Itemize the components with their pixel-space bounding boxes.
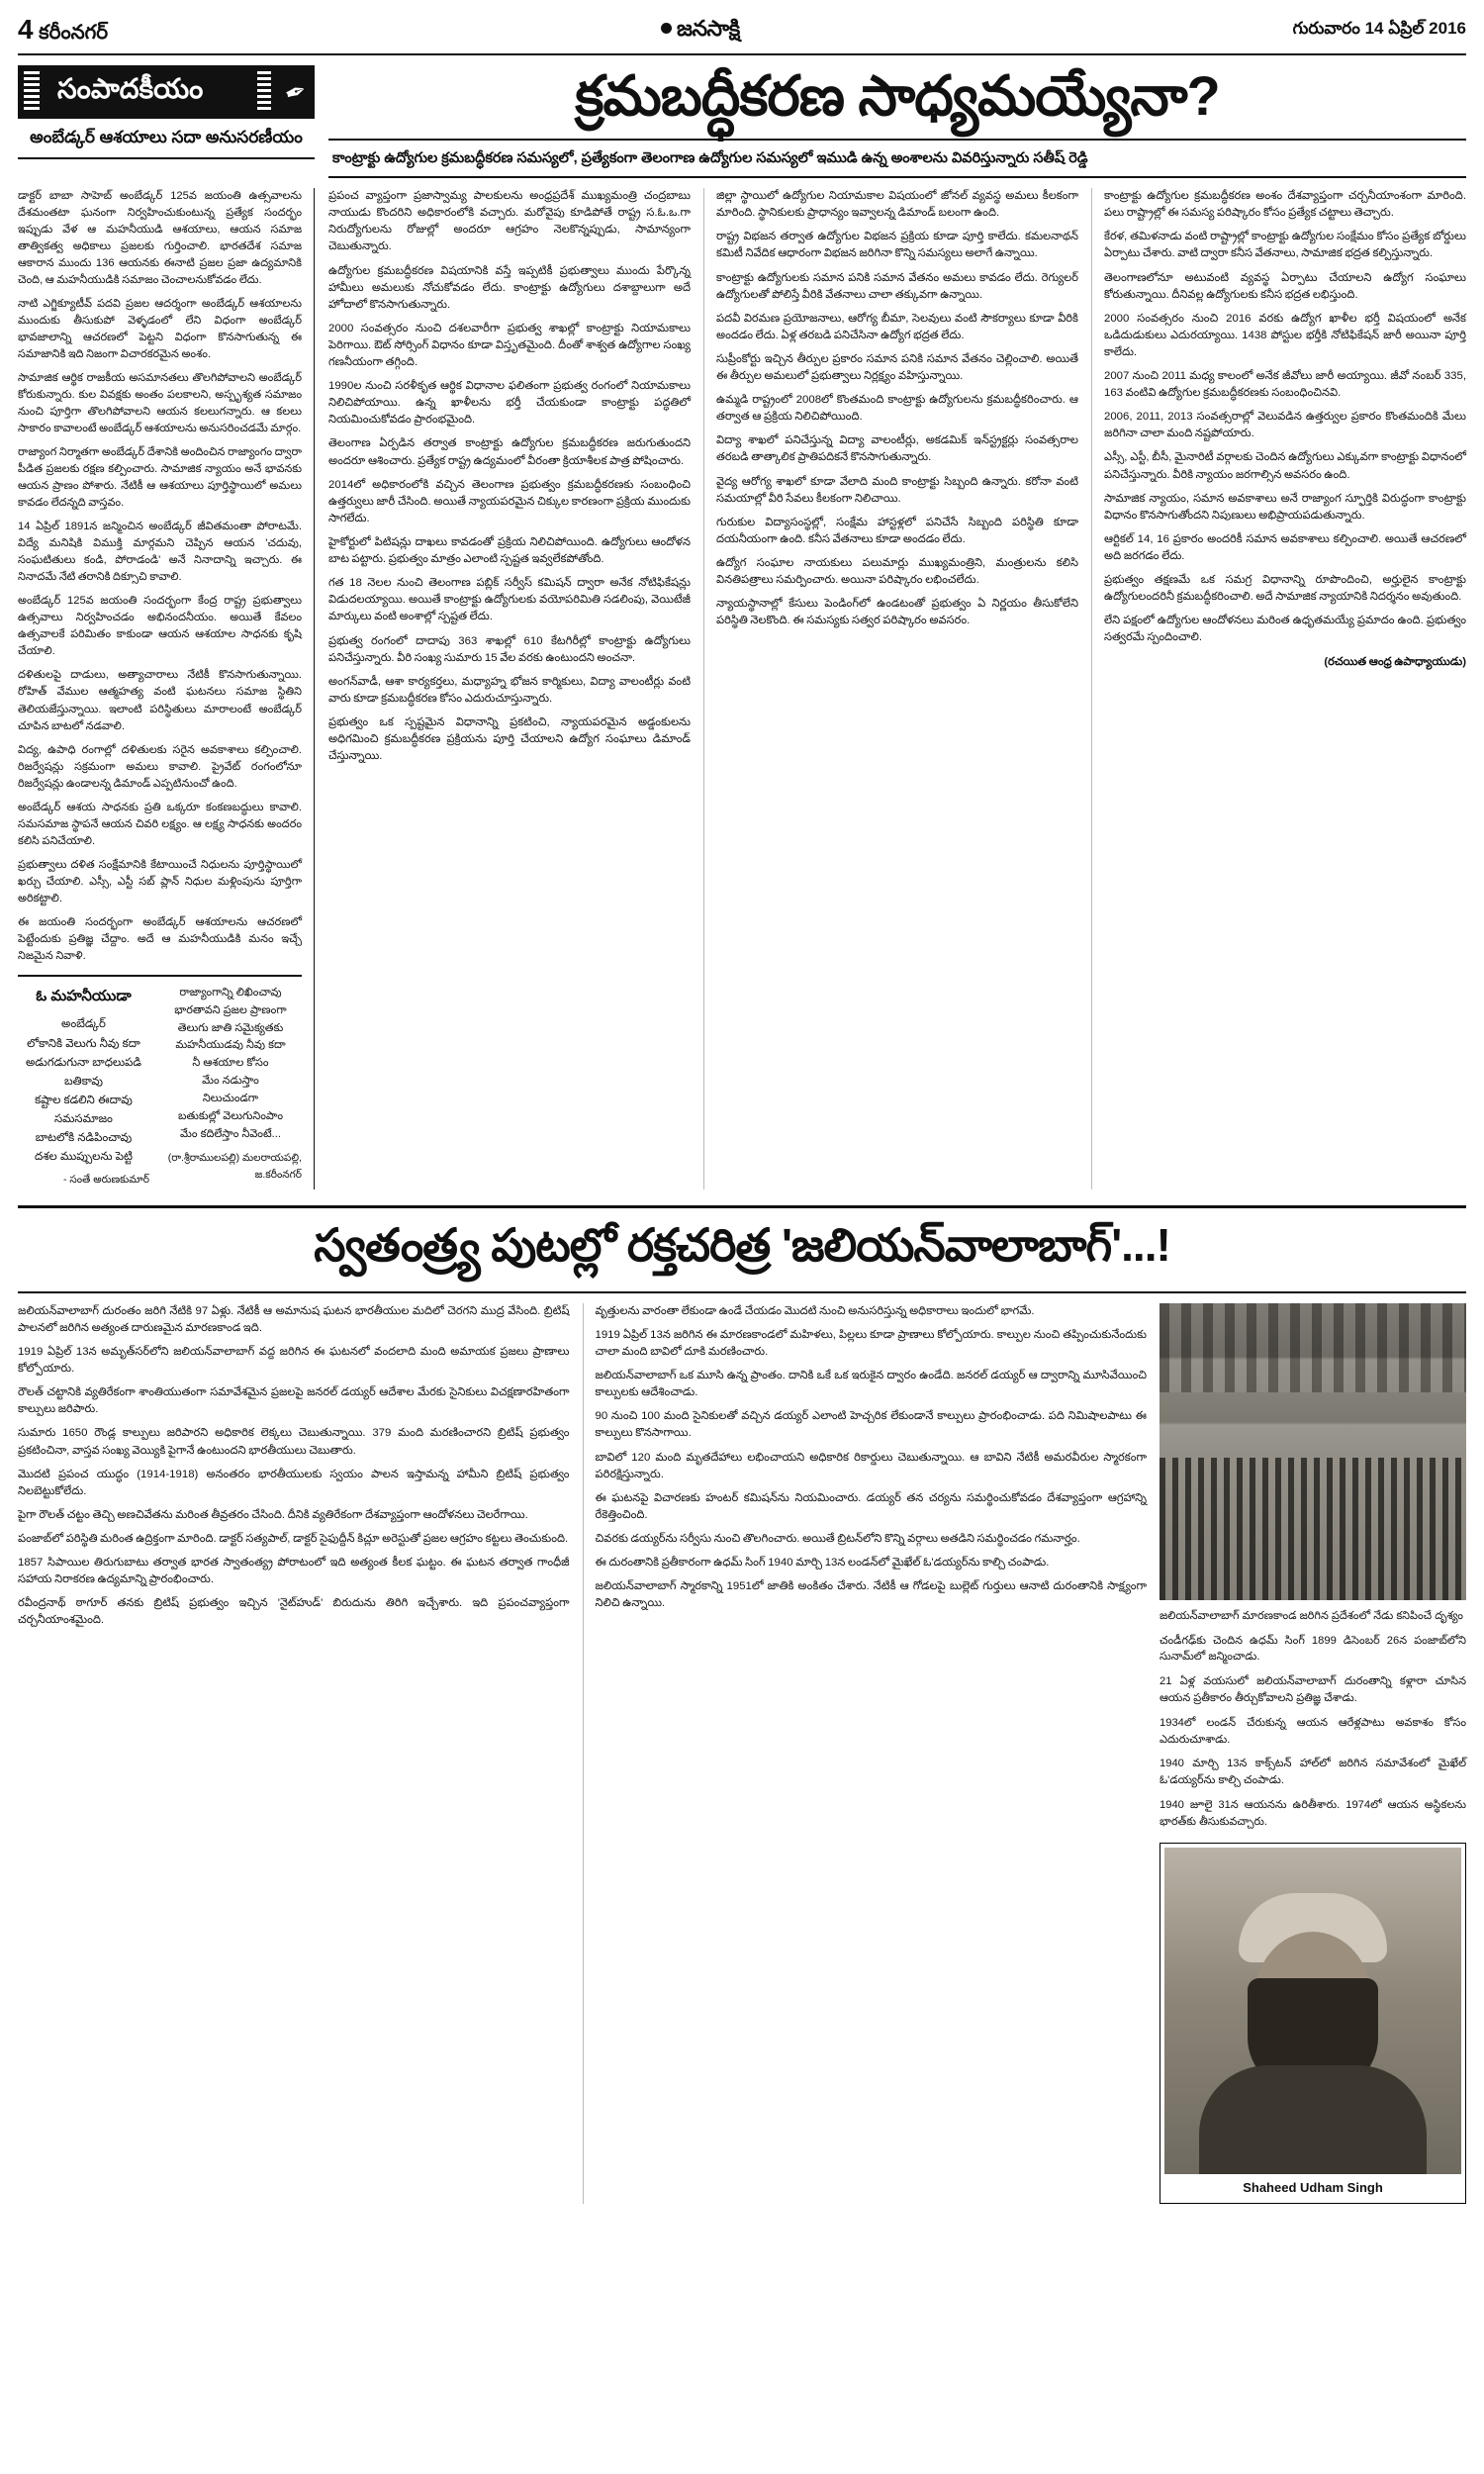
article-column-2 <box>703 188 1078 1189</box>
udham-singh-portrait-frame <box>1159 1843 1466 2204</box>
article-paragraph: ఉద్యోగ సంఘాల నాయకులు పలుమార్లు ముఖ్యమంత్రిని, మంత్రులను కలిసి వినతిపత్రాలు సమర్పించారు. అయినా పరిష్కారం లభించలేదు. <box>716 557 1078 587</box>
article-paragraph: ఎస్సీ, ఎస్టీ, బీసీ, మైనారిటీ వర్గాలకు చెందిన ఉద్యోగులు ఎక్కువగా కాంట్రాక్టు విధానంలో పనిచేస్తున్నారు. వీరికి న్యాయం జరగాల్సిన అవసరం ఉంది. <box>1104 451 1466 481</box>
feature-paragraph: రౌలత్ చట్టానికి వ్యతిరేకంగా శాంతియుతంగా సమావేశమైన ప్రజలపై జనరల్ డయ్యర్ ఆదేశాల మేరకు సైనికులు విచక్షణారహితంగా కాల్పులు జరిపారు. <box>18 1386 570 1416</box>
article-paragraph: పదవీ విరమణ ప్రయోజనాలు, ఆరోగ్య బీమా, సెలవులు వంటి సౌకర్యాలు కూడా వీరికి అందడం లేదు. ఏళ్ల తరబడి పనిచేసినా ఉద్యోగ భద్రత లేదు. <box>716 312 1078 341</box>
article-paragraph: 2000 సంవత్సరం నుంచి దశలవారీగా ప్రభుత్వ శాఖల్లో కాంట్రాక్టు నియామకాలు పెరిగాయి. ఔట్ సోర్సింగ్ విధానం కూడా విస్తృతమైంది. దీంతో శాశ్వత ఉద్యోగాల సంఖ్య గణనీయంగా తగ్గింది. <box>328 322 691 369</box>
article-paragraph: ప్రపంచ వ్యాప్తంగా ప్రజాస్వామ్య పాలకులను అంధ్రప్రదేశ్ ముఖ్యమంత్రి చంద్రబాబు నాయుడు కొందరిని అధికారంలోకి వచ్చారు. మరోవైపు కూడిపోతే రాష్ట్ర స.ఓ.ఒ.గా నిరుద్యోగులను రోజుల్లో అందరూ ఆగ్రహం నెలకొన్నప్పుడు, సామాన్యంగా చెబుతున్నారు. <box>328 190 691 253</box>
feature-paragraph: సుమారు 1650 రౌండ్ల కాల్పులు జరిపారని అధికారిక లెక్కలు చెబుతున్నాయి. 379 మంది మరణించారని బ్రిటిష్ ప్రభుత్వం ప్రకటించినా, వాస్తవ సంఖ్య వెయ్యికి పైగానే ఉంటుందని భారతీయులు చెబుతారు. <box>18 1427 570 1457</box>
logo-dot-icon <box>661 23 672 34</box>
stripe-right-icon <box>257 71 271 113</box>
article-byline: (రచయిత ఆంధ్ర ఉపాధ్యాయుడు) <box>1324 655 1466 668</box>
feature-paragraph: పైగా రౌలత్ చట్టం తెచ్చి అణచివేతను మరింత తీవ్రతరం చేసింది. దీనికి వ్యతిరేకంగా దేశవ్యాప్తంగా ఆందోళనలు చెలరేగాయి. <box>18 1508 528 1521</box>
feature-paragraph: ఈ దురంతానికి ప్రతీకారంగా ఉధమ్ సింగ్ 1940 మార్చి 13న లండన్‌లో మైఖేల్ ఓ'డయ్యర్‌ను కాల్చి చంపాడు. <box>595 1557 1050 1570</box>
editorial-paragraph: డాక్టర్ బాబా సాహెబ్ అంబేడ్కర్ 125వ జయంతి ఉత్సవాలను దేశమంతటా ఘనంగా నిర్వహించుకుంటున్న ప్రత్యేక సందర్భం ఇప్పుడు వేళ ఆ మహనీయుడి ఆశయాలు, ఆయన సమాజ తాత్వికత్వ అధికాలు ప్రజలకు గుర్తించాలి. భారతదేశ సమాజ ఆకారాన ముందు 136 ఆయనకు ఈనాటి ప్రజల ప్రజా ఉద్యమానికి చెంది, ఆ మహనీయుడికి సమాజం చెంచాలనుకోవడం లేదు. <box>18 190 302 287</box>
poem-line: నీ ఆశయాల కోసం <box>192 1057 269 1070</box>
headline-band <box>18 65 1466 178</box>
article-paragraph: 2000 సంవత్సరం నుంచి 2016 వరకు ఉద్యోగ ఖాళీల భర్తీ విషయంలో అనేక ఒడిదుడుకులు ఎదురయ్యాయి. 1438 పోస్టుల భర్తీకి నోటిఫికేషన్ జారీ అయినా పూర్తి కాలేదు. <box>1104 312 1466 358</box>
pen-nib-icon: ✒ <box>280 74 312 110</box>
feature-paragraph: 1857 సిపాయిల తిరుగుబాటు తర్వాత భారత స్వాతంత్య్ర పోరాటంలో ఇది అత్యంత కీలక ఘట్టం. ఈ ఘటన తర్వాత గాంధీజీ సహాయ నిరాకరణ ఉద్యమాన్ని ప్రారంభించారు. <box>18 1557 570 1586</box>
photo-column-paragraph: 21 ఏళ్ల వయసులో జలియన్‌వాలాబాగ్ దురంతాన్ని కళ్లారా చూసిన ఆయన ప్రతీకారం తీర్చుకోవాలని ప్రతిజ్ఞ చేశాడు. <box>1159 1675 1466 1704</box>
article-paragraph: కేరళ, తమిళనాడు వంటి రాష్ట్రాల్లో కాంట్రాక్టు ఉద్యోగుల సంక్షేమం కోసం ప్రత్యేక బోర్డులు ఏర్పాటు చేశారు. వాటి ద్వారా కనీస వేతనాలు, సామాజిక భద్రత కల్పిస్తున్నారు. <box>1104 231 1466 260</box>
editorial-paragraph: విద్య, ఉపాధి రంగాల్లో దళితులకు సరైన అవకాశాలు కల్పించాలి. రిజర్వేషన్లు సక్రమంగా అమలు కావాలి. ప్రైవేట్ రంగంలోనూ రిజర్వేషన్లు ఉండాలన్న డిమాండ్ ఎప్పటినుంచో ఉంది. <box>18 743 302 790</box>
editorial-badge <box>18 65 315 178</box>
poem-title: ఓ మహనీయుడా <box>36 987 132 1004</box>
article-paragraph: కాంట్రాక్టు ఉద్యోగుల క్రమబద్ధీకరణ అంశం దేశవ్యాప్తంగా చర్చనీయాంశంగా మారింది. పలు రాష్ట్రాల్లో ఈ సమస్య పరిష్కారం కోసం ప్రత్యేక చట్టాలు తెచ్చారు. <box>1104 190 1466 220</box>
article-paragraph: ప్రభుత్వ రంగంలో దాదాపు 363 శాఖల్లో 610 కేటగిరీల్లో కాంట్రాక్టు ఉద్యోగులు పనిచేస్తున్నారు. వీరి సంఖ్య సుమారు 15 వేల వరకు ఉంటుందని అంచనా. <box>328 634 691 664</box>
poem-line: కష్టాల కడలిని ఈదావు <box>35 1093 133 1106</box>
lead-headline: క్రమబద్ధీకరణ సాధ్యమయ్యేనా? <box>575 64 1220 127</box>
editorial-paragraph: అంబేడ్కర్ 125వ జయంతి సందర్భంగా కేంద్ర రాష్ట్ర ప్రభుత్వాలు ఉత్సవాలు నిర్వహించడం అభినందనీయం. అయితే కేవలం ఉత్సవాలకే పరిమితం కాకుండా ఆయన ఆశయాల సాధనకు కృషి చేయాలి. <box>18 595 302 658</box>
feature-paragraph: బావిలో 120 మంది మృతదేహాలు లభించాయని అధికారిక రికార్డులు చెబుతున్నాయి. ఆ బావిని నేటికీ అమరవీరుల స్మారకంగా పరిరక్షిస్తున్నారు. <box>595 1451 1147 1480</box>
poem-line: నిలుచుండగా <box>202 1093 259 1105</box>
feature-paragraph: రవీంద్రనాథ్ ఠాగూర్ తనకు బ్రిటిష్ ప్రభుత్వం ఇచ్చిన 'నైట్‌హుడ్' బిరుదును తిరిగి ఇచ్చేశారు. ఇది ప్రపంచవ్యాప్తంగా చర్చనీయాంశమైంది. <box>18 1597 570 1627</box>
article-paragraph: విద్యా శాఖలో పనిచేస్తున్న విద్యా వాలంటీర్లు, అకడమిక్ ఇన్‌స్ట్రక్టర్లు సంవత్సరాల తరబడి తాత్కాలిక ప్రాతిపదికనే కొనసాగుతున్నారు. <box>716 434 1078 464</box>
lead-kicker: కాంట్రాక్టు ఉద్యోగుల క్రమబద్ధీకరణ సమస్యలో, ప్రత్యేకంగా తెలంగాణ ఉద్యోగుల సమస్యలో ఇముడి ఉన్న అంశాలను వివరిస్తున్నారు సతీష్ రెడ్డి <box>328 139 1466 178</box>
lead-headline-block <box>328 65 1466 178</box>
article-paragraph: 2006, 2011, 2013 సంవత్సరాల్లో వెలువడిన ఉత్తర్వుల ప్రకారం కొంతమందికి మేలు జరిగినా చాలా మంది నష్టపోయారు. <box>1104 411 1466 440</box>
feature-headline: స్వతంత్ర్య పుటల్లో రక్తచరిత్ర 'జలియన్‌వాలాబాగ్'...! <box>314 1218 1170 1271</box>
masthead <box>18 14 1466 48</box>
article-paragraph: 1990ల నుంచి సరళీకృత ఆర్థిక విధానాల ఫలితంగా ప్రభుత్వ రంగంలో నియామకాలు నిలిచిపోయాయి. ఉన్న ఖాళీలను భర్తీ చేయకుండా కాంట్రాక్టు పద్ధతిలో నియమించుకోవడం ప్రారంభమైంది. <box>328 380 691 427</box>
editorial-badge-bar <box>18 65 315 119</box>
article-paragraph: ఉమ్మడి రాష్ట్రంలో 2008లో కొంతమంది కాంట్రాక్టు ఉద్యోగులను క్రమబద్ధీకరించారు. ఆ తర్వాత ఆ ప్రక్రియ నిలిచిపోయింది. <box>716 394 1078 424</box>
poem-line: రాజ్యాంగాన్ని లిఖించావు <box>179 986 282 999</box>
poem-left <box>18 985 149 1189</box>
article-paragraph: సామాజిక న్యాయం, సమాన అవకాశాలు అనే రాజ్యాంగ స్ఫూర్తికి విరుద్ధంగా కాంట్రాక్టు విధానం కొనసాగుతోందని నిపుణులు అభిప్రాయపడుతున్నారు. <box>1104 492 1466 522</box>
editorial-subtitle: అంబేడ్కర్ ఆశయాలు సదా అనుసరణీయం <box>30 128 303 146</box>
photo-column-paragraph: 1934లో లండన్ చేరుకున్న ఆయన ఆరేళ్లపాటు అవకాశం కోసం ఎదురుచూశాడు. <box>1159 1716 1466 1746</box>
article-paragraph: ప్రభుత్వం ఒక స్పష్టమైన విధానాన్ని ప్రకటించి, న్యాయపరమైన అడ్డంకులను అధిగమించి క్రమబద్ధీకరణ ప్రక్రియను పూర్తి చేయాలని ఉద్యోగ సంఘాలు డిమాండ్ చేస్తున్నాయి. <box>328 716 691 763</box>
article-columns <box>328 188 1466 1189</box>
feature-paragraph: 1919 ఏప్రిల్ 13న అమృత్‌సర్‌లోని జలియన్‌వాలాబాగ్ వద్ద జరిగిన ఈ ఘటనలో వందలాది మంది అమాయక ప్రజలు ప్రాణాలు కోల్పోయారు. <box>18 1346 570 1376</box>
article-paragraph: ఉద్యోగుల క్రమబద్ధీకరణ విషయానికి వస్తే ఇప్పటికీ ప్రభుత్వాలు ముందు పేర్కొన్న హామీలు అమలుకు నోచుకోవడం లేదు. కాంట్రాక్టు ఉద్యోగులు దశాబ్దాలుగా అదే హోదాలో కొనసాగుతున్నారు. <box>328 264 691 311</box>
feature-divider <box>18 1291 1466 1293</box>
article-paragraph: గురుకుల విద్యాసంస్థల్లో, సంక్షేమ హాస్టళ్లలో పనిచేసే సిబ్బంది పరిస్థితి కూడా దయనీయంగా ఉంది. కనీస వేతనాలు కూడా అందడం లేదు. <box>716 516 1078 545</box>
article-paragraph: తెలంగాణలోనూ అటువంటి వ్యవస్థ ఏర్పాటు చేయాలని ఉద్యోగ సంఘాలు కోరుతున్నాయి. దీనివల్ల ఉద్యోగులకు కనీస భద్రత లభిస్తుంది. <box>1104 271 1466 301</box>
poem-attribution-right: (రా.శ్రీరాములపల్లి) మలరాయపల్లి, జ.కరీంనగర్ <box>167 1152 302 1181</box>
photo-column-paragraph: 1940 మార్చి 13న కాక్స్‌టన్ హాల్‌లో జరిగిన సమావేశంలో మైఖేల్ ఓ'డయ్యర్‌ను కాల్చి చంపాడు. <box>1159 1758 1466 1787</box>
body-shape <box>1199 2065 1427 2174</box>
article-column-1 <box>328 188 691 1189</box>
poem-line: బతికావు <box>63 1074 103 1088</box>
editorial-paragraph: నాటి ఎగ్జిక్యూటీవ్ పదవి ప్రజల ఆదర్శంగా అంబేడ్కర్ ఆశయాలను ముందుకు తీసుకుపో వెళ్ళడంలో లేని విధంగా అంబేడ్కర్ భావజాలాన్ని ఆచరణలో పెట్టని విధంగా కొనసాగుతున్న ఈ సమాజానికి ఇది నిజంగా విచారకరమైన అంశం. <box>18 298 302 361</box>
poem-line: తెలుగు జాతి సమైక్యతకు <box>177 1021 284 1034</box>
page-edition-label: కరీంనగర్ <box>39 21 109 44</box>
article-paragraph: వైద్య ఆరోగ్య శాఖలో కూడా వేలాది మంది కాంట్రాక్టు సిబ్బంది ఉన్నారు. కరోనా వంటి సమయాల్లో వీరి సేవలు కీలకంగా నిలిచాయి. <box>716 475 1078 505</box>
stripe-left-icon <box>24 71 40 113</box>
poem-attribution-left: - సంతే అరుణకుమార్ <box>63 1174 149 1187</box>
article-column-3 <box>1091 188 1466 1189</box>
paper-logo <box>661 16 740 47</box>
poem-line: అంబేడ్కర్ <box>61 1017 106 1031</box>
poem-line: భారతావని ప్రజల ప్రాణంగా <box>174 1003 287 1016</box>
feature-paragraph: జలియన్‌వాలాబాగ్ దురంతం జరిగి నేటికి 97 ఏళ్లు. నేటికీ ఆ అమానుష ఘటన భారతీయుల మదిలో చెరగని ముద్ర వేసింది. బ్రిటిష్ పాలనలో జరిగిన అత్యంత దారుణమైన మారణకాండ ఇది. <box>18 1304 570 1334</box>
poem-box <box>18 975 302 1189</box>
poem-line: అడుగడుగునా బాధలుపడి <box>26 1055 141 1069</box>
poem-line: బతుకుల్లో వెలుగునింపాం <box>177 1110 283 1123</box>
publication-date: గురువారం 14 ఏప్రిల్ 2016 <box>1292 19 1466 38</box>
poem-line: మేం కదిలేస్తాం నీవెంటే... <box>180 1128 281 1141</box>
feature-photo-column <box>1159 1303 1466 2204</box>
jallianwala-bagh-photo <box>1159 1303 1466 1600</box>
editorial-paragraph: రాజ్యాంగ నిర్మాతగా అంబేడ్కర్ దేశానికి అందించిన రాజ్యాంగం ద్వారా పీడిత ప్రజలకు రక్షణ కల్పించారు. సామాజిక న్యాయం అనే భావనకు ఆయన ప్రాణం పోశారు. నేటికీ ఆ ఆశయాలు పూర్తిస్థాయిలో అమలు కావడం లేదన్నది వాస్తవం. <box>18 446 302 510</box>
poem-line: బాటలోకి నడిపించావు <box>35 1131 133 1145</box>
feature-column-2 <box>583 1303 1148 2204</box>
editorial-paragraph: సామాజిక ఆర్థిక రాజకీయ అసమానతలు తొలగిపోవాలని అంబేడ్కర్ కోరుకున్నారు. కుల వివక్షకు అంతం పలకాలని, అస్పృశ్యత సమాజం నుంచి పూర్తిగా తొలగిపోవాలని ఆయన కలలుగన్నారు. ఆ కలలు సాకారం కావాలంటే అంబేడ్కర్ ఆశయాలను అనుసరించడమే మార్గం. <box>18 372 302 435</box>
page-number: 4 <box>18 13 34 45</box>
article-paragraph: 2014లో అధికారంలోకి వచ్చిన తెలంగాణ ప్రభుత్వం క్రమబద్ధీకరణకు సంబంధించి ఉత్తర్వులు జారీ చేసింది. అయితే న్యాయపరమైన చిక్కుల కారణంగా ప్రక్రియ ముందుకు సాగలేదు. <box>328 478 691 524</box>
feature-paragraph: చివరకు డయ్యర్‌ను సర్వీసు నుంచి తొలగించారు. అయితే బ్రిటన్‌లోని కొన్ని వర్గాలు అతడిని సమర్థించడం గమనార్హం. <box>595 1532 1080 1545</box>
feature-paragraph: ఈ ఘటనపై విచారణకు హంటర్ కమిషన్‌ను నియమించారు. డయ్యర్ తన చర్యను సమర్థించుకోవడం దేశవ్యాప్తంగా ఆగ్రహాన్ని రేకెత్తించింది. <box>595 1491 1147 1521</box>
feature-paragraph: పంజాబ్‌లో పరిస్థితి మరింత ఉద్రిక్తంగా మారింది. డాక్టర్ సత్యపాల్, డాక్టర్ సైఫుద్దీన్ కిచ్లూ అరెస్టుతో ప్రజల ఆగ్రహం కట్టలు తెంచుకుంది. <box>18 1532 569 1545</box>
poem-line: దశల ముప్పులను పెట్టి <box>35 1150 133 1164</box>
article-paragraph: లేని పక్షంలో ఉద్యోగుల ఆందోళనలు మరింత ఉధృతమయ్యే ప్రమాదం ఉంది. ప్రభుత్వం సత్వరమే స్పందించాలి. <box>1104 615 1466 644</box>
editorial-paragraph: 14 ఏప్రిల్ 1891న జన్మించిన అంబేడ్కర్ జీవితమంతా పోరాటమే. విద్యే మనిషికి విముక్తి మార్గమని చెప్పిన ఆయన 'చదువు, సంఘటితులు కండి, పోరాడండి' అనే నినాదాన్ని ఇచ్చారు. ఈ నినాదమే నేటి తరానికి దిక్సూచి కావాలి. <box>18 521 302 584</box>
feature-section <box>18 1205 1466 2204</box>
editorial-paragraph: ఈ జయంతి సందర్భంగా అంబేడ్కర్ ఆశయాలను ఆచరణలో పెట్టేందుకు ప్రతిజ్ఞ చేద్దాం. అదే ఆ మహనీయుడికి మనం ఇచ్చే నిజమైన నివాళి. <box>18 915 302 962</box>
editorial-paragraph: అంబేడ్కర్ ఆశయ సాధనకు ప్రతి ఒక్కరూ కంకణబద్ధులు కావాలి. సమసమాజ స్థాపనే ఆయన చివరి లక్ష్యం. ఆ లక్ష్య సాధనకు అందరం కలిసి పనిచేయాలి. <box>18 801 302 847</box>
photo-column-paragraph: 1940 జూలై 31న ఆయనను ఉరితీశారు. 1974లో ఆయన అస్థికలను భారత్‌కు తీసుకువచ్చారు. <box>1159 1798 1466 1828</box>
article-paragraph: ఆర్టికల్ 14, 16 ప్రకారం అందరికీ సమాన అవకాశాలు కల్పించాలి. అయితే ఆచరణలో అది జరగడం లేదు. <box>1104 532 1466 563</box>
poem-line: లోకానికి వెలుగు నీవు కదా <box>27 1036 140 1050</box>
article-paragraph: హైకోర్టులో పిటిషన్లు దాఖలు కావడంతో ప్రక్రియ నిలిచిపోయింది. ఉద్యోగులు ఆందోళన బాట పట్టారు. ప్రభుత్వం మాత్రం ఎలాంటి స్పష్టత ఇవ్వలేకపోతోంది. <box>328 536 691 566</box>
photo-caption: జలియన్‌వాలాబాగ్ మారణకాండ జరిగిన ప్రదేశంలో నేడు కనిపించే దృశ్యం <box>1159 1609 1463 1622</box>
article-paragraph: సుప్రీంకోర్టు ఇచ్చిన తీర్పుల ప్రకారం సమాన పనికి సమాన వేతనం చెల్లించాలి. అయితే ఈ తీర్పుల అమలులో ప్రభుత్వాలు నిర్లక్ష్యం వహిస్తున్నాయి. <box>716 352 1078 383</box>
poem-line: మహనీయుడవు నీవు కదా <box>175 1039 286 1052</box>
article-paragraph: కాంట్రాక్టు ఉద్యోగులకు సమాన పనికి సమాన వేతనం అమలు కావడం లేదు. రెగ్యులర్ ఉద్యోగులతో పోలిస్తే వీరికి వేతనాలు చాలా తక్కువగా ఉన్నాయి. <box>716 271 1078 301</box>
article-paragraph: గత 18 నెలల నుంచి తెలంగాణ పబ్లిక్ సర్వీస్ కమిషన్ ద్వారా అనేక నోటిఫికేషన్లు విడుదలయ్యాయి. అయితే కాంట్రాక్టు ఉద్యోగులకు వయోపరిమితి సడలింపు, వెయిటేజీ మార్కులు వంటి అంశాల్లో స్పష్టత లేదు. <box>328 577 691 623</box>
editorial-column <box>18 188 315 1189</box>
article-paragraph: 2007 నుంచి 2011 మధ్య కాలంలో అనేక జీవోలు జారీ అయ్యాయి. జీవో నంబర్ 335, 163 వంటివి ఉద్యోగుల క్రమబద్ధీకరణకు సంబంధించినవి. <box>1104 370 1466 400</box>
feature-paragraph: జలియన్‌వాలాబాగ్ స్మారకాన్ని 1951లో జాతికి అంకితం చేశారు. నేటికీ ఆ గోడలపై బుల్లెట్ గుర్తులు ఆనాటి దురంతానికి సాక్ష్యంగా నిలిచి ఉన్నాయి. <box>595 1580 1147 1610</box>
article-paragraph: రాష్ట్ర విభజన తర్వాత ఉద్యోగుల విభజన ప్రక్రియ కూడా పూర్తి కాలేదు. కమలనాథన్ కమిటీ నివేదిక ఆధారంగా విభజన జరిగినా కొన్ని సమస్యలు అలాగే ఉన్నాయి. <box>716 231 1078 260</box>
portrait-caption: Shaheed Udham Singh <box>1243 2179 1383 2195</box>
editorial-paragraph: ప్రభుత్వాలు దళిత సంక్షేమానికి కేటాయించే నిధులను పూర్తిస్థాయిలో ఖర్చు చేయాలి. ఎస్సీ, ఎస్టీ సబ్ ప్లాన్ నిధుల మళ్లింపును పూర్తిగా అరికట్టాలి. <box>18 858 302 904</box>
feature-paragraph: మొదటి ప్రపంచ యుద్ధం (1914-1918) అనంతరం భారతీయులకు స్వయం పాలన ఇస్తామన్న హామీని బ్రిటిష్ ప్రభుత్వం నిలబెట్టుకోలేదు. <box>18 1468 570 1497</box>
feature-paragraph: జలియన్‌వాలాబాగ్ ఒక మూసి ఉన్న ప్రాంతం. దానికి ఒకే ఒక ఇరుకైన ద్వారం ఉండేది. జనరల్ డయ్యర్ ఆ ద్వారాన్ని మూసివేయించి కాల్పులకు ఆదేశించాడు. <box>595 1370 1147 1399</box>
masthead-divider <box>18 53 1466 55</box>
article-paragraph: జిల్లా స్థాయిలో ఉద్యోగుల నియామకాల విషయంలో జోనల్ వ్యవస్థ అమలు కీలకంగా మారింది. స్థానికులకు ప్రాధాన్యం ఇవ్వాలన్న డిమాండ్ బలంగా ఉంది. <box>716 190 1078 220</box>
feature-column-1 <box>18 1303 570 2204</box>
editorial-paragraph: దళితులపై దాడులు, అత్యాచారాలు నేటికీ కొనసాగుతున్నాయి. రోహిత్ వేముల ఆత్మహత్య వంటి ఘటనలు సమాజ స్థితిని తెలియజేస్తున్నాయి. ఇలాంటి పరిస్థితులు మారాలంటే అంబేడ్కర్ చూపిన బాటలో నడవాలి. <box>18 669 302 732</box>
photo-column-paragraph: చండీగఢ్‌కు చెందిన ఉధమ్ సింగ్ 1899 డిసెంబర్ 26న పంజాబ్‌లోని సునామ్‌లో జన్మించాడు. <box>1159 1634 1466 1664</box>
page-number-block <box>18 14 108 48</box>
feature-paragraph: 1919 ఏప్రిల్ 13న జరిగిన ఈ మారణకాండలో మహిళలు, పిల్లలు కూడా ప్రాణాలు కోల్పోయారు. కాల్పుల నుంచి తప్పించుకునేందుకు చాలా మంది బావిలో దూకి మరణించారు. <box>595 1328 1147 1358</box>
article-paragraph: తెలంగాణ ఏర్పడిన తర్వాత కాంట్రాక్టు ఉద్యోగుల క్రమబద్ధీకరణ జరుగుతుందని అందరూ ఆశించారు. ప్రత్యేక రాష్ట్ర ఉద్యమంలో వీరంతా క్రియాశీలక పాత్ర పోషించారు. <box>328 437 691 467</box>
article-paragraph: ప్రభుత్వం తక్షణమే ఒక సమగ్ర విధానాన్ని రూపొందించి, అర్హులైన కాంట్రాక్టు ఉద్యోగులందరినీ క్రమబద్ధీకరించాలి. అదే సామాజిక న్యాయానికి నిదర్శనం అవుతుంది. <box>1104 574 1466 604</box>
feature-body <box>18 1303 1466 2204</box>
poem-line: మేం నడుస్తాం <box>202 1075 259 1088</box>
poem-line: సమసమాజం <box>54 1112 113 1126</box>
editorial-subtitle-divider <box>18 157 315 159</box>
feature-paragraph: 90 నుంచి 100 మంది సైనికులతో వచ్చిన డయ్యర్ ఎలాంటి హెచ్చరిక లేకుండానే కాల్పులు ప్రారంభించాడు. పది నిమిషాలపాటు ఈ కాల్పులు కొనసాగాయి. <box>595 1410 1147 1440</box>
article-paragraph: న్యాయస్థానాల్లో కేసులు పెండింగ్‌లో ఉండటంతో ప్రభుత్వం ఏ నిర్ణయం తీసుకోలేని పరిస్థితి నెలకొంది. ఈ సమస్యకు సత్వర పరిష్కారం అవసరం. <box>716 598 1078 627</box>
editorial-title: సంపాదకీయం <box>57 72 204 104</box>
feature-paragraph: వృత్తులను వారంతా లేకుండా ఉండే చేయడం మొదటి నుంచి అనుసరిస్తున్న అధికారాలు ఇందులో భాగమే. <box>595 1304 1035 1317</box>
article-paragraph: అంగన్‌వాడీ, ఆశా కార్యకర్తలు, మధ్యాహ్న భోజన కార్మికులు, విద్యా వాలంటీర్లు వంటి వారు కూడా క్రమబద్ధీకరణ కోసం ఎదురుచూస్తున్నారు. <box>328 675 691 705</box>
poem-right <box>159 985 302 1189</box>
body-columns <box>18 188 1466 1189</box>
paper-name: జనసాక్షి <box>677 15 740 41</box>
udham-singh-portrait <box>1164 1848 1461 2174</box>
